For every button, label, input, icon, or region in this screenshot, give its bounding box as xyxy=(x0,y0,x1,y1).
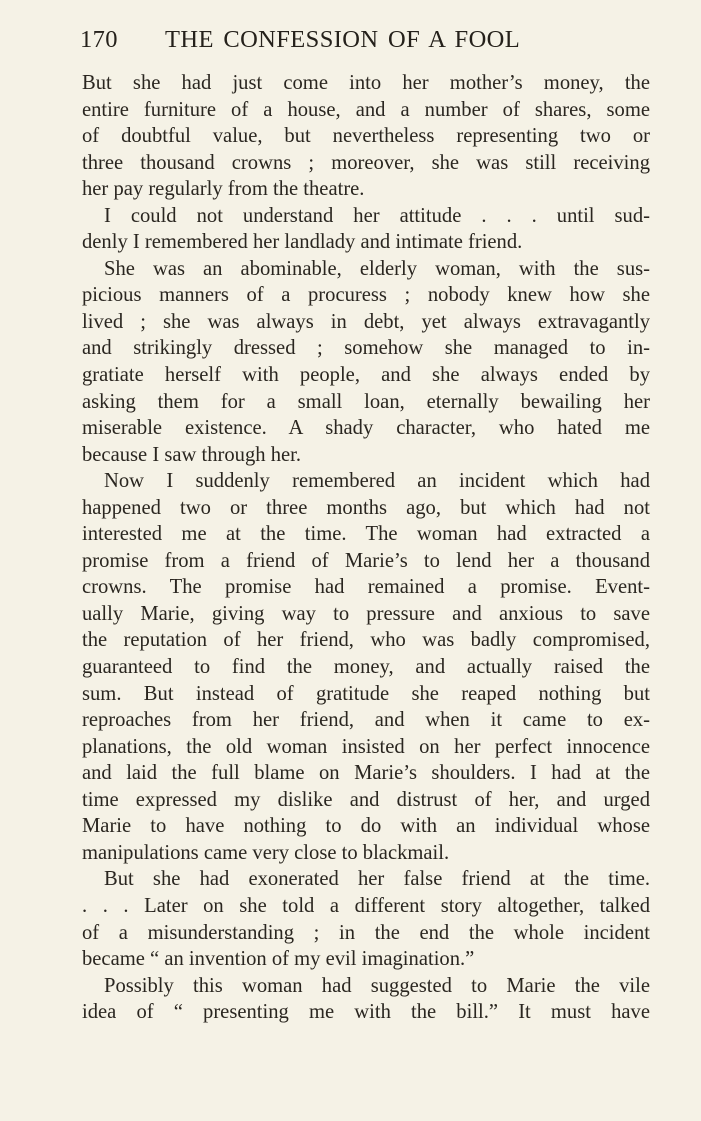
text-line: But she had exonerated her false friend at the time. xyxy=(104,868,650,891)
text-line: denly I remembered her landlady and intimate friend. xyxy=(82,231,523,254)
text-line: . . . Later on she told a different story altogether, talked xyxy=(82,894,650,917)
page-header xyxy=(80,23,650,57)
text-line: her pay regularly from the theatre. xyxy=(82,178,365,201)
text-line: asking them for a small loan, eternally bewailing her xyxy=(82,390,650,413)
text-line: of a misunderstanding ; in the end the whole incident xyxy=(82,921,650,944)
body-text xyxy=(82,70,650,1026)
text-line: idea of “ presenting me with the bill.” It must have xyxy=(82,1001,650,1024)
text-line: reproaches from her friend, and when it came to ex- xyxy=(82,709,650,732)
text-line: and strikingly dressed ; somehow she managed to in- xyxy=(82,337,650,360)
text-line: time expressed my dislike and distrust of her, and urged xyxy=(82,788,650,811)
running-title: THE CONFESSION OF A FOOL xyxy=(165,26,521,53)
text-line: picious manners of a procuress ; nobody knew how she xyxy=(82,284,650,307)
text-line: promise from a friend of Marie’s to lend her a thousand xyxy=(82,549,650,572)
text-line: the reputation of her friend, who was badly compromised, xyxy=(82,629,650,652)
text-line: interested me at the time. The woman had extracted a xyxy=(82,523,650,546)
page-number: 170 xyxy=(80,26,118,53)
text-line: entire furniture of a house, and a number of shares, some xyxy=(82,98,650,121)
text-line: gratiate herself with people, and she always ended by xyxy=(82,364,650,387)
text-line: I could not understand her attitude . . . until sud- xyxy=(104,204,650,227)
text-line: She was an abominable, elderly woman, with the sus- xyxy=(104,257,650,280)
text-line: three thousand crowns ; moreover, she was still receiving xyxy=(82,151,650,174)
text-line: because I saw through her. xyxy=(82,443,302,466)
text-line: Now I suddenly remembered an incident which had xyxy=(104,470,650,493)
text-line: became “ an invention of my evil imagination.” xyxy=(82,948,475,971)
text-line: planations, the old woman insisted on her perfect innocence xyxy=(82,735,650,758)
text-line: ually Marie, giving way to pressure and anxious to save xyxy=(82,602,650,625)
text-line: happened two or three months ago, but which had not xyxy=(82,496,650,519)
text-line: sum. But instead of gratitude she reaped nothing but xyxy=(82,682,650,705)
text-line: miserable existence. A shady character, who hated me xyxy=(82,417,650,440)
text-line: Possibly this woman had suggested to Marie the vile xyxy=(104,974,650,997)
text-line: lived ; she was always in debt, yet always extravagantly xyxy=(82,310,650,333)
text-line: of doubtful value, but nevertheless representing two or xyxy=(82,125,650,148)
text-line: and laid the full blame on Marie’s shoulders. I had at the xyxy=(82,762,650,785)
text-line: manipulations came very close to blackmail. xyxy=(82,841,450,864)
text-line: crowns. The promise had remained a promise. Event- xyxy=(82,576,650,599)
text-line: Marie to have nothing to do with an individual whose xyxy=(82,815,650,838)
text-line: guaranteed to find the money, and actually raised the xyxy=(82,656,650,679)
text-line: But she had just come into her mother’s money, the xyxy=(82,72,650,94)
